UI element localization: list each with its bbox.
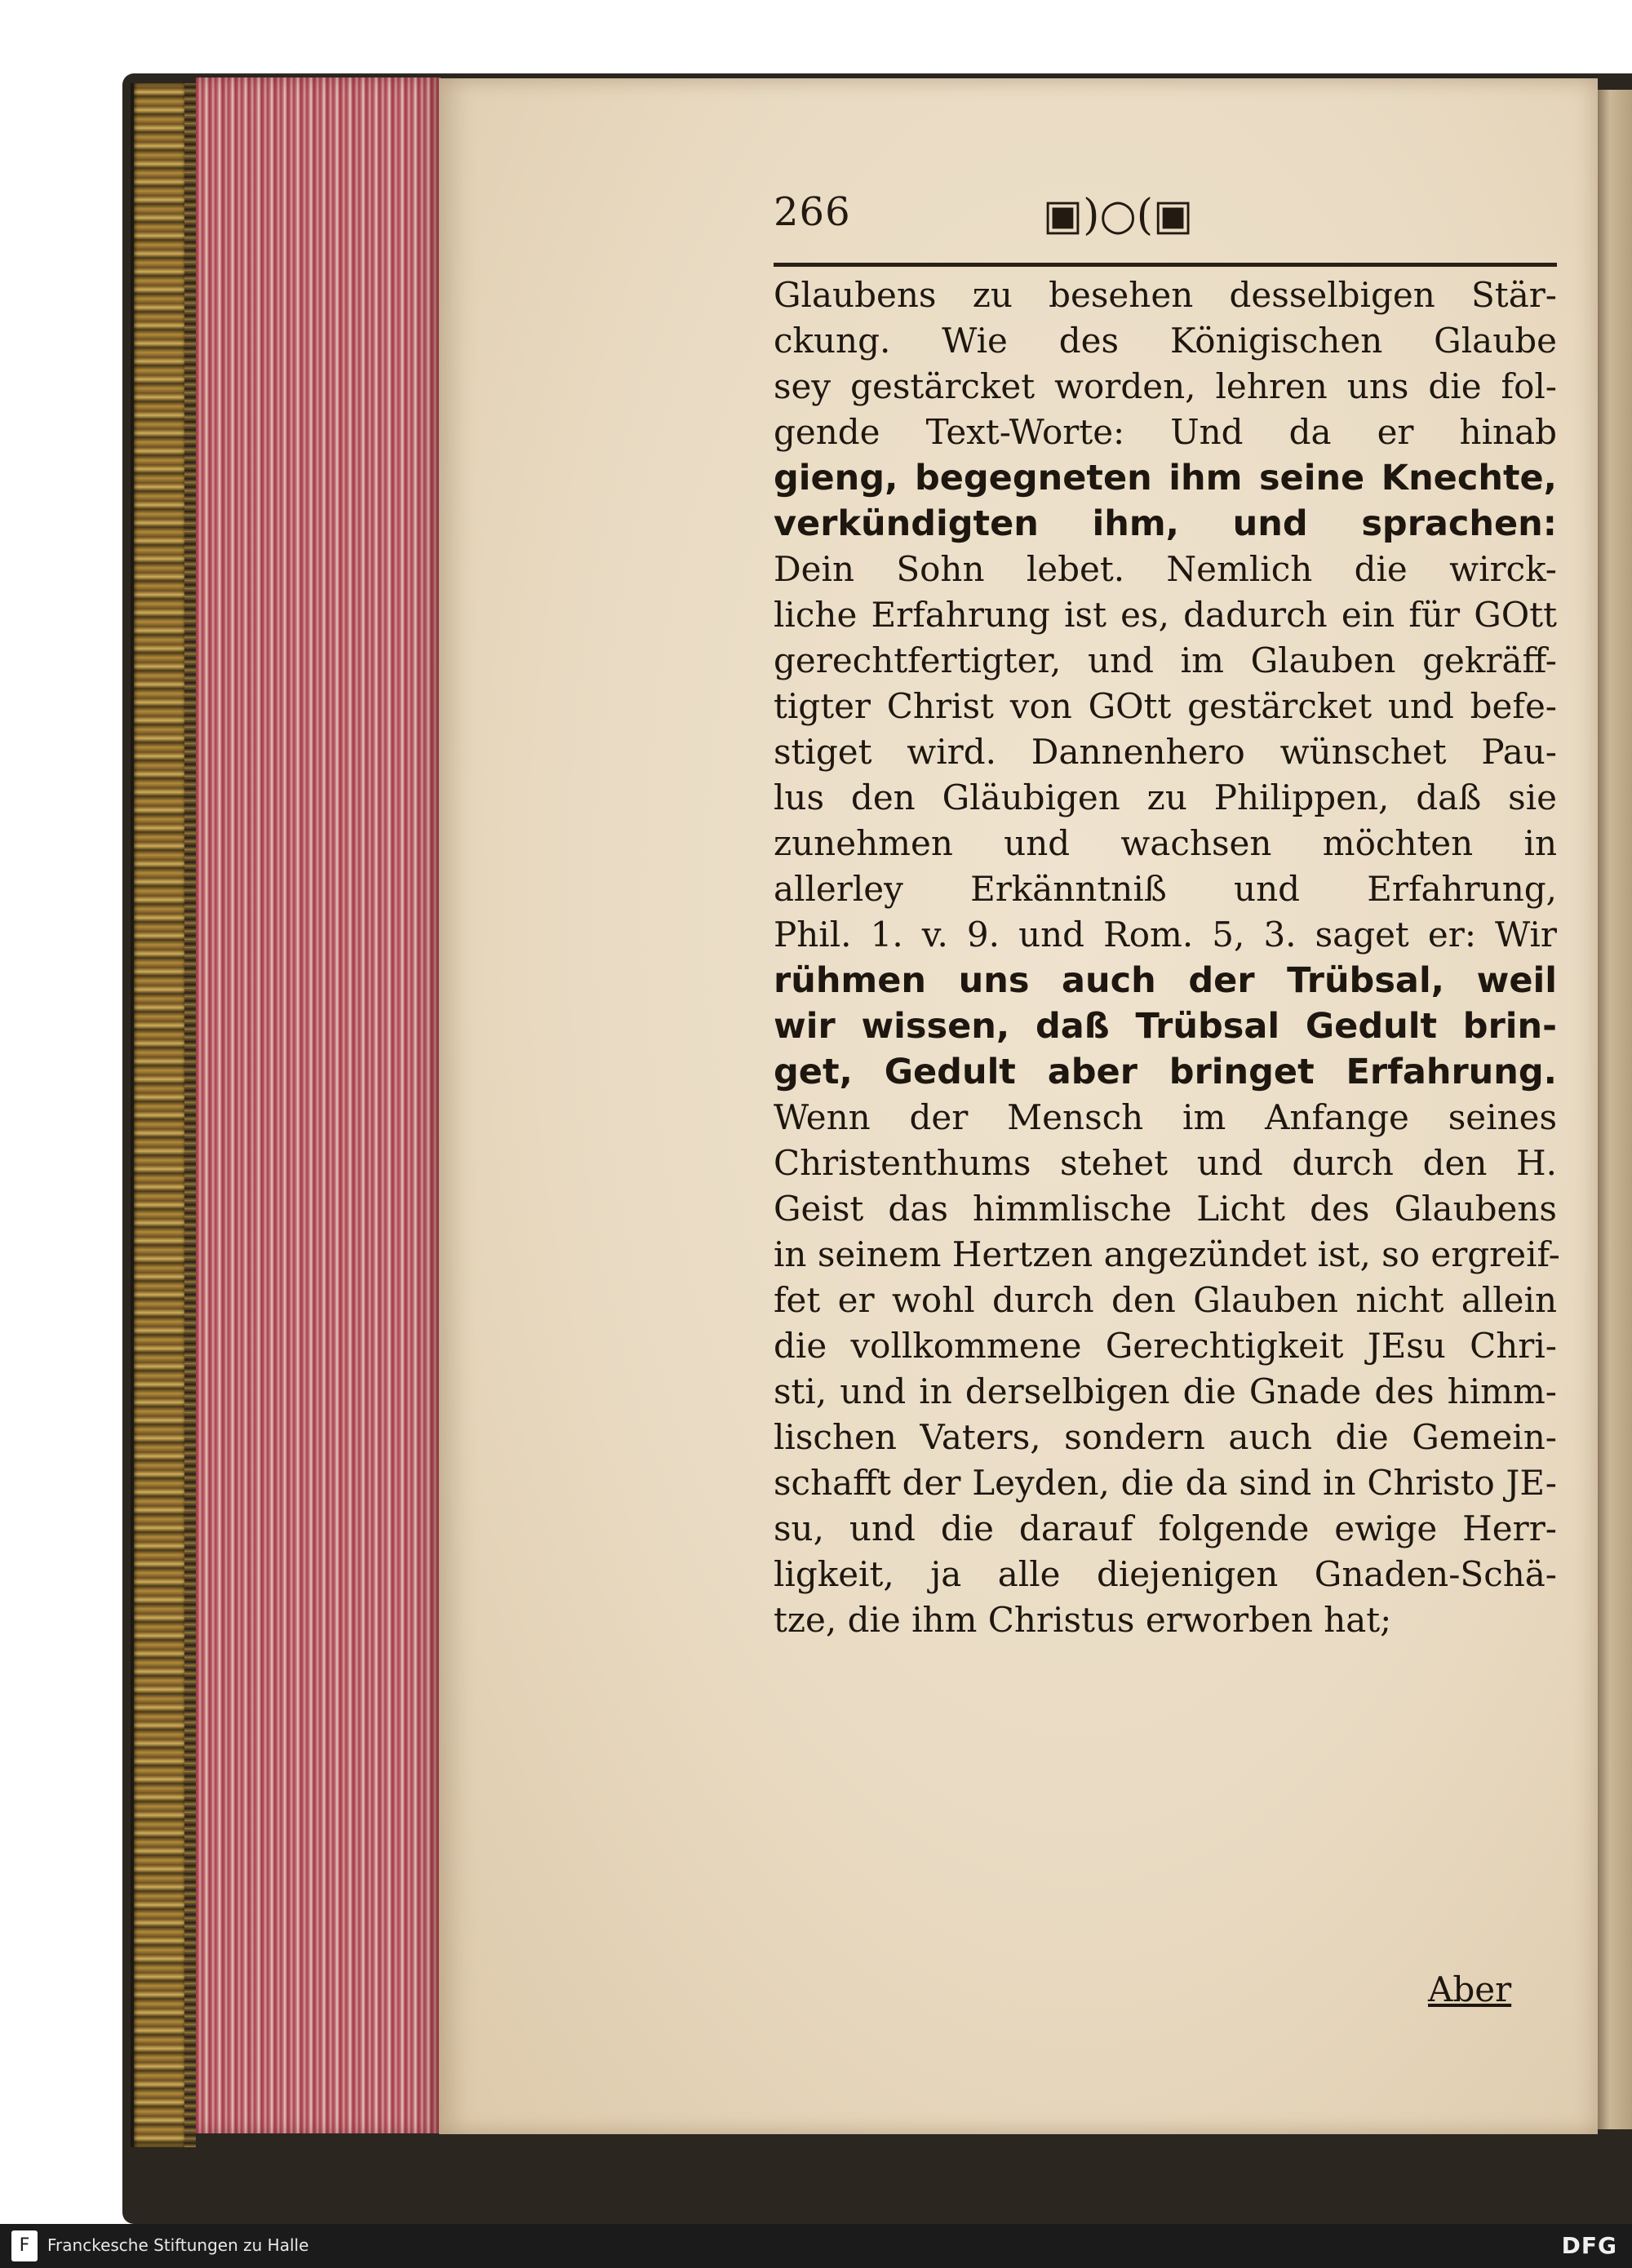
text-line: Glaubens zu besehen desselbigen Stär- (774, 275, 1557, 315)
text-line: su, und die darauf folgende ewige Herr- (774, 1508, 1557, 1548)
text-line: Dein Sohn lebet. Nemlich die wirck- (774, 549, 1557, 589)
text-line: lus den Gläubigen zu Philippen, daß sie (774, 777, 1557, 817)
text-line: fet er wohl durch den Glauben nicht allein (774, 1280, 1557, 1320)
gilt-border-inner (184, 83, 196, 2147)
header-rule (774, 263, 1557, 267)
book-page (439, 78, 1598, 2134)
text-line: die vollkommene Gerechtigkeit JEsu Chri- (774, 1326, 1557, 1366)
text-line: Christenthums stehet und durch den H. (774, 1143, 1557, 1183)
dfg-logo[interactable]: DFG (1561, 2232, 1617, 2259)
text-line: in seinem Hertzen angezündet ist, so ergreif- (774, 1234, 1560, 1274)
text-line-emphasis: verkündigten ihm, und sprachen: (774, 503, 1557, 544)
text-line: Geist das himmlische Licht des Glaubens (774, 1189, 1557, 1229)
text-line: sey gestärcket worden, lehren uns die fol- (774, 366, 1557, 406)
text-line: gerechtfertigter, und im Glauben gekräff- (774, 640, 1557, 680)
page-header (774, 189, 1590, 255)
institution-name: Franckesche Stiftungen zu Halle (47, 2235, 309, 2255)
text-line: ligkeit, ja alle diejenigen Gnaden-Schä- (774, 1554, 1557, 1594)
text-line: schafft der Leyden, die da sind in Christo JE- (774, 1463, 1557, 1503)
text-line-emphasis: gieng, begegneten ihm seine Knechte, (774, 458, 1557, 498)
text-line: Wenn der Mensch im Anfange seines (774, 1097, 1557, 1137)
text-line: lischen Vaters, sondern auch die Gemein- (774, 1417, 1557, 1457)
gilt-border (131, 83, 189, 2147)
viewer-footer (0, 2224, 1632, 2268)
text-line: tigter Christ von GOtt gestärcket und befe- (774, 686, 1557, 726)
text-line: zunehmen und wachsen möchten in (774, 823, 1557, 863)
body-text (774, 272, 1560, 1643)
facing-page-edge (1598, 90, 1632, 2129)
text-line: stiget wird. Dannenhero wünschet Pau- (774, 732, 1557, 772)
text-line-emphasis: rühmen uns auch der Trübsal, weil (774, 960, 1557, 1001)
page-number: 266 (774, 189, 851, 235)
text-line: allerley Erkänntniß und Erfahrung, (774, 869, 1557, 909)
text-line: liche Erfahrung ist es, dadurch ein für GOtt (774, 595, 1557, 635)
text-line-emphasis: wir wissen, daß Trübsal Gedult brin- (774, 1006, 1557, 1047)
page-edges (196, 78, 441, 2133)
text-line: sti, und in derselbigen die Gnade des himm- (774, 1371, 1557, 1411)
text-line: Phil. 1. v. 9. und Rom. 5, 3. saget er: Wir (774, 915, 1557, 955)
header-ornament: ▣)○(▣ (1043, 191, 1194, 240)
text-line-emphasis: get, Gedult aber bringet Erfahrung. (774, 1052, 1557, 1092)
text-line: tze, die ihm Christus erworben hat; (774, 1600, 1392, 1640)
text-line: gende Text-Worte: Und da er hinab (774, 412, 1557, 452)
institution-logo-icon[interactable]: F (11, 2230, 38, 2261)
catchword: Aber (1428, 1969, 1512, 2009)
text-line: ckung. Wie des Königischen Glaube (774, 321, 1557, 361)
